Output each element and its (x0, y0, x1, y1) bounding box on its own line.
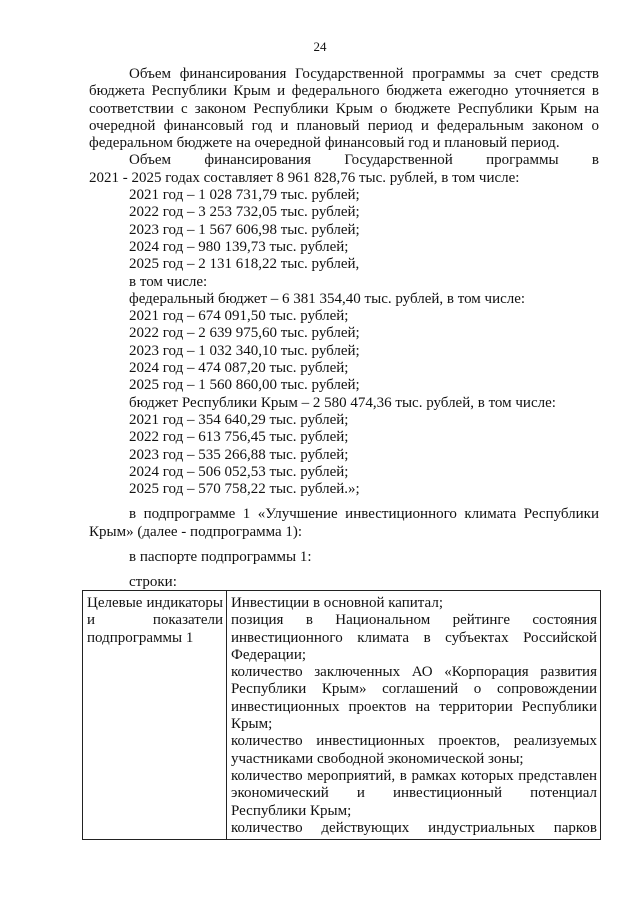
indicator-item: количество инвестиционных проектов, реализуемых участниками свободной экономической зоны; (231, 733, 597, 767)
regional-year-line: 2021 год – 354 640,29 тыс. рублей; (129, 411, 349, 428)
passport-line: в паспорте подпрограммы 1: (129, 549, 312, 566)
document-body (89, 66, 599, 592)
total-year-line: 2023 год – 1 567 606,98 тыс. рублей; (129, 221, 360, 238)
federal-year-line: 2025 год – 1 560 860,00 тыс. рублей; (129, 377, 360, 394)
regional-year-line: 2022 год – 613 756,45 тыс. рублей; (129, 429, 349, 446)
total-year-line: 2022 год – 3 253 732,05 тыс. рублей; (129, 204, 360, 221)
federal-year-line: 2024 год – 474 087,20 тыс. рублей; (129, 360, 349, 377)
intro-paragraph: Объем финансирования Государственной программы за счет средств бюджета Республики Крым и федерального бюджета ежегодно уточняется в соответствии с законом Республики Крым о бюджете Республики Крым на очередной финансовый год и плановый период и федеральным законом о федеральном бюджете на очередной финансовый год и плановый период. (89, 66, 599, 152)
table-row (83, 591, 601, 840)
regional-year-line: 2023 год – 535 266,88 тыс. рублей; (129, 446, 349, 463)
federal-year-line: 2022 год – 2 639 975,60 тыс. рублей; (129, 325, 360, 342)
indicator-item: Инвестиции в основной капитал; (231, 595, 443, 611)
rows-line: строки: (129, 574, 177, 591)
passport-table (82, 590, 601, 840)
indicator-item: количество мероприятий, в рамках которых представлен экономический и инвестиционный потенциал Республики Крым; (231, 767, 597, 819)
regional-year-line: 2025 год – 570 758,22 тыс. рублей.»; (129, 481, 360, 498)
table-label-cell (83, 591, 227, 840)
federal-year-line: 2021 год – 674 091,50 тыс. рублей; (129, 308, 349, 325)
in-that-number: в том числе: (129, 273, 208, 290)
federal-budget-heading: федеральный бюджет – 6 381 354,40 тыс. рублей, в том числе: (129, 290, 526, 307)
regional-year-line: 2024 год – 506 052,53 тыс. рублей; (129, 463, 349, 480)
volume-paragraph-line2: 2021 - 2025 годах составляет 8 961 828,76 тыс. рублей, в том числе: (89, 169, 520, 186)
total-year-line: 2024 год – 980 139,73 тыс. рублей; (129, 238, 349, 255)
indicator-item: количество заключенных АО «Корпорация развития Республики Крым» соглашений о сопровождении инвестиционных проектов на территории Республики Крым; (231, 664, 597, 733)
table-label-text: Целевые индикаторы и показатели подпрограммы 1 (87, 595, 223, 646)
indicator-item: количество действующих индустриальных парков (231, 819, 597, 836)
indicator-item: позиция в Национальном рейтинге состояния инвестиционного климата в субъектах Российской Федерации; (231, 612, 597, 663)
regional-budget-heading: бюджет Республики Крым – 2 580 474,36 тыс. рублей, в том числе: (129, 394, 556, 411)
federal-year-line: 2023 год – 1 032 340,10 тыс. рублей; (129, 342, 360, 359)
volume-paragraph-line1: Объем финансирования Государственной программы в (129, 152, 599, 169)
page-number: 24 (313, 39, 327, 54)
total-year-line: 2025 год – 2 131 618,22 тыс. рублей, (129, 256, 360, 273)
subprogram-paragraph: в подпрограмме 1 «Улучшение инвестиционного климата Республики Крым» (далее - подпрограмма 1): (89, 506, 599, 540)
table-value-cell (227, 591, 601, 840)
total-year-line: 2021 год – 1 028 731,79 тыс. рублей; (129, 187, 360, 204)
